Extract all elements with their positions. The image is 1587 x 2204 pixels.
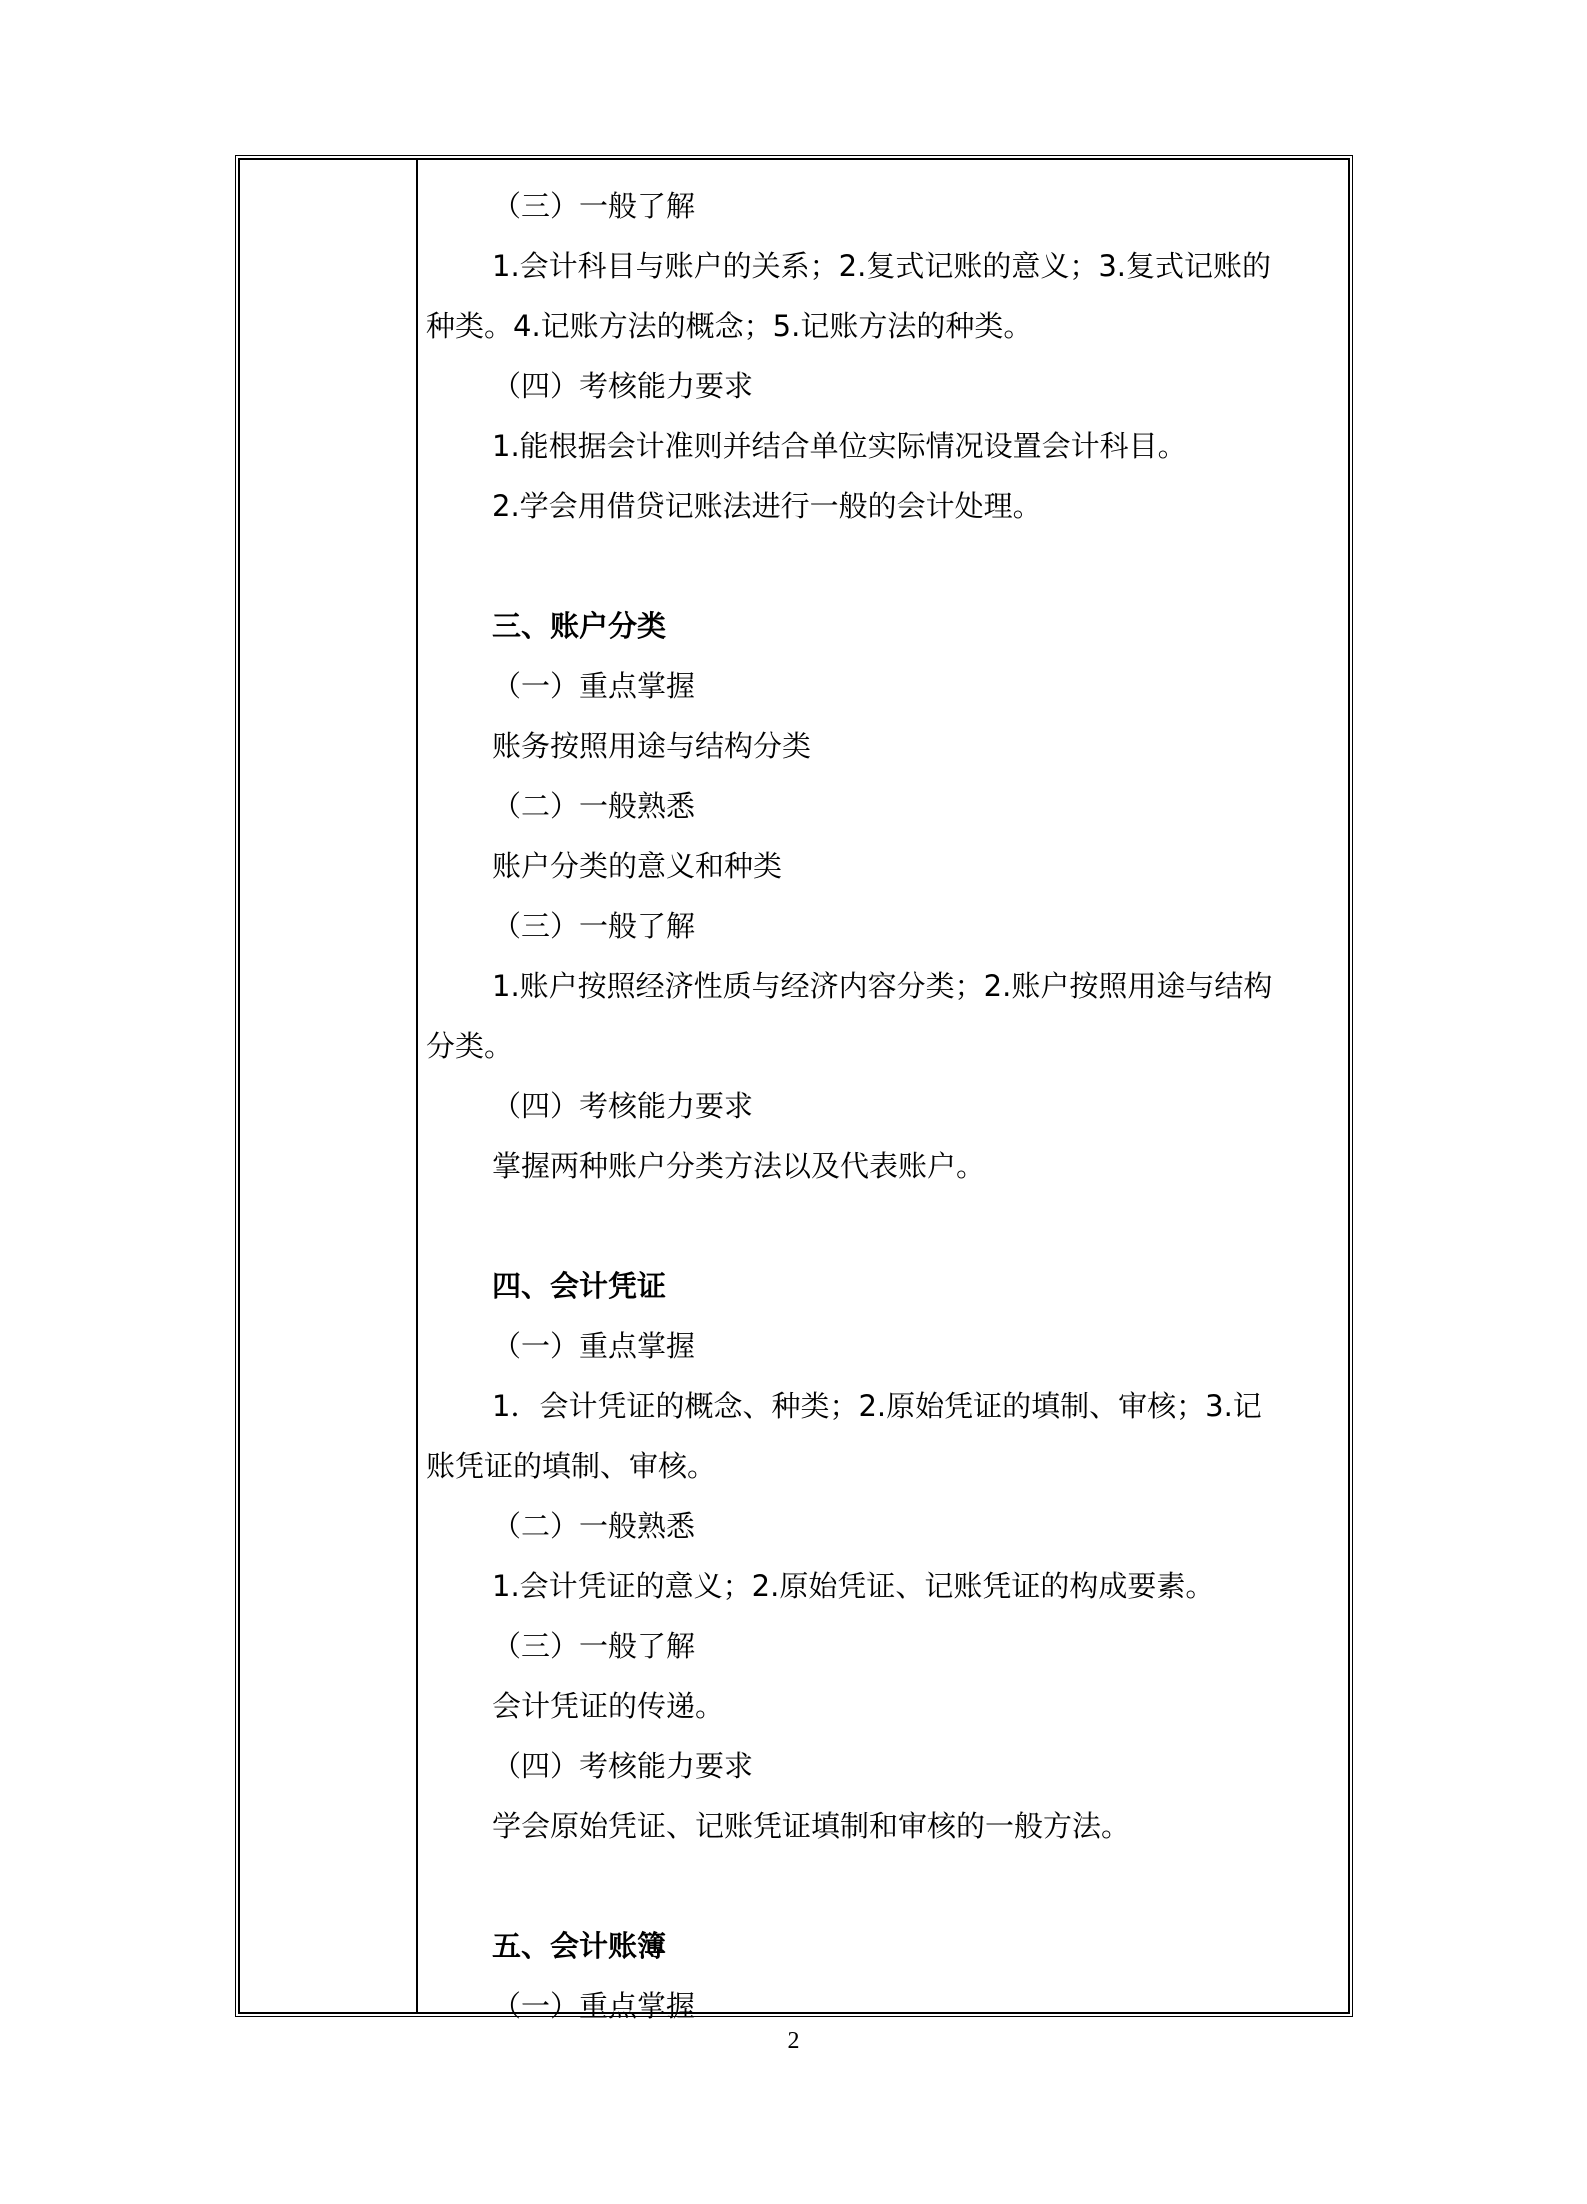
paragraph-continuation: 分类。 — [426, 1029, 514, 1063]
subsection-heading: （一）重点掌握 — [492, 669, 696, 703]
section-title: 四、会计凭证 — [492, 1269, 667, 1303]
paragraph-line: 账户分类的意义和种类 — [492, 849, 783, 883]
paragraph-line: 会计凭证的传递。 — [492, 1689, 725, 1723]
paragraph-line: 账务按照用途与结构分类 — [492, 729, 812, 763]
syllabus-text — [426, 176, 1336, 2036]
paragraph-continuation: 账凭证的填制、审核。 — [426, 1449, 717, 1483]
subsection-heading: （四）考核能力要求 — [492, 369, 754, 403]
subsection-heading: （二）一般熟悉 — [492, 789, 696, 823]
paragraph-line: 1.会计科目与账户的关系；2.复式记账的意义；3.复式记账的 — [492, 249, 1272, 283]
subsection-heading: （四）考核能力要求 — [492, 1749, 754, 1783]
subsection-heading: （一）重点掌握 — [492, 1329, 696, 1363]
blank-line — [426, 536, 1336, 596]
paragraph-line: 1.会计凭证的意义；2.原始凭证、记账凭证的构成要素。 — [492, 1569, 1215, 1603]
subsection-heading: （三）一般了解 — [492, 189, 696, 223]
table-right-column — [418, 160, 1348, 2023]
blank-line — [426, 1856, 1336, 1916]
paragraph-line: 学会原始凭证、记账凭证填制和审核的一般方法。 — [492, 1809, 1131, 1843]
table-left-column — [240, 160, 418, 2012]
blank-line — [426, 1196, 1336, 1256]
subsection-heading: （四）考核能力要求 — [492, 1089, 754, 1123]
paragraph-line: 1.账户按照经济性质与经济内容分类；2.账户按照用途与结构 — [492, 969, 1273, 1003]
paragraph-line: 2.学会用借贷记账法进行一般的会计处理。 — [492, 489, 1042, 523]
subsection-heading: （三）一般了解 — [492, 909, 696, 943]
subsection-heading: （一）重点掌握 — [492, 1989, 696, 2023]
subsection-heading: （二）一般熟悉 — [492, 1509, 696, 1543]
paragraph-continuation: 种类。4.记账方法的概念；5.记账方法的种类。 — [426, 309, 1033, 343]
paragraph-line: 1．会计凭证的概念、种类；2.原始凭证的填制、审核；3.记 — [492, 1389, 1262, 1423]
paragraph-line: 1.能根据会计准则并结合单位实际情况设置会计科目。 — [492, 429, 1187, 463]
paragraph-line: 掌握两种账户分类方法以及代表账户。 — [492, 1149, 986, 1183]
subsection-heading: （三）一般了解 — [492, 1629, 696, 1663]
section-title: 五、会计账簿 — [492, 1929, 667, 1963]
content-table — [238, 158, 1350, 2023]
page-number: 2 — [787, 2028, 800, 2054]
section-title: 三、账户分类 — [492, 609, 667, 643]
